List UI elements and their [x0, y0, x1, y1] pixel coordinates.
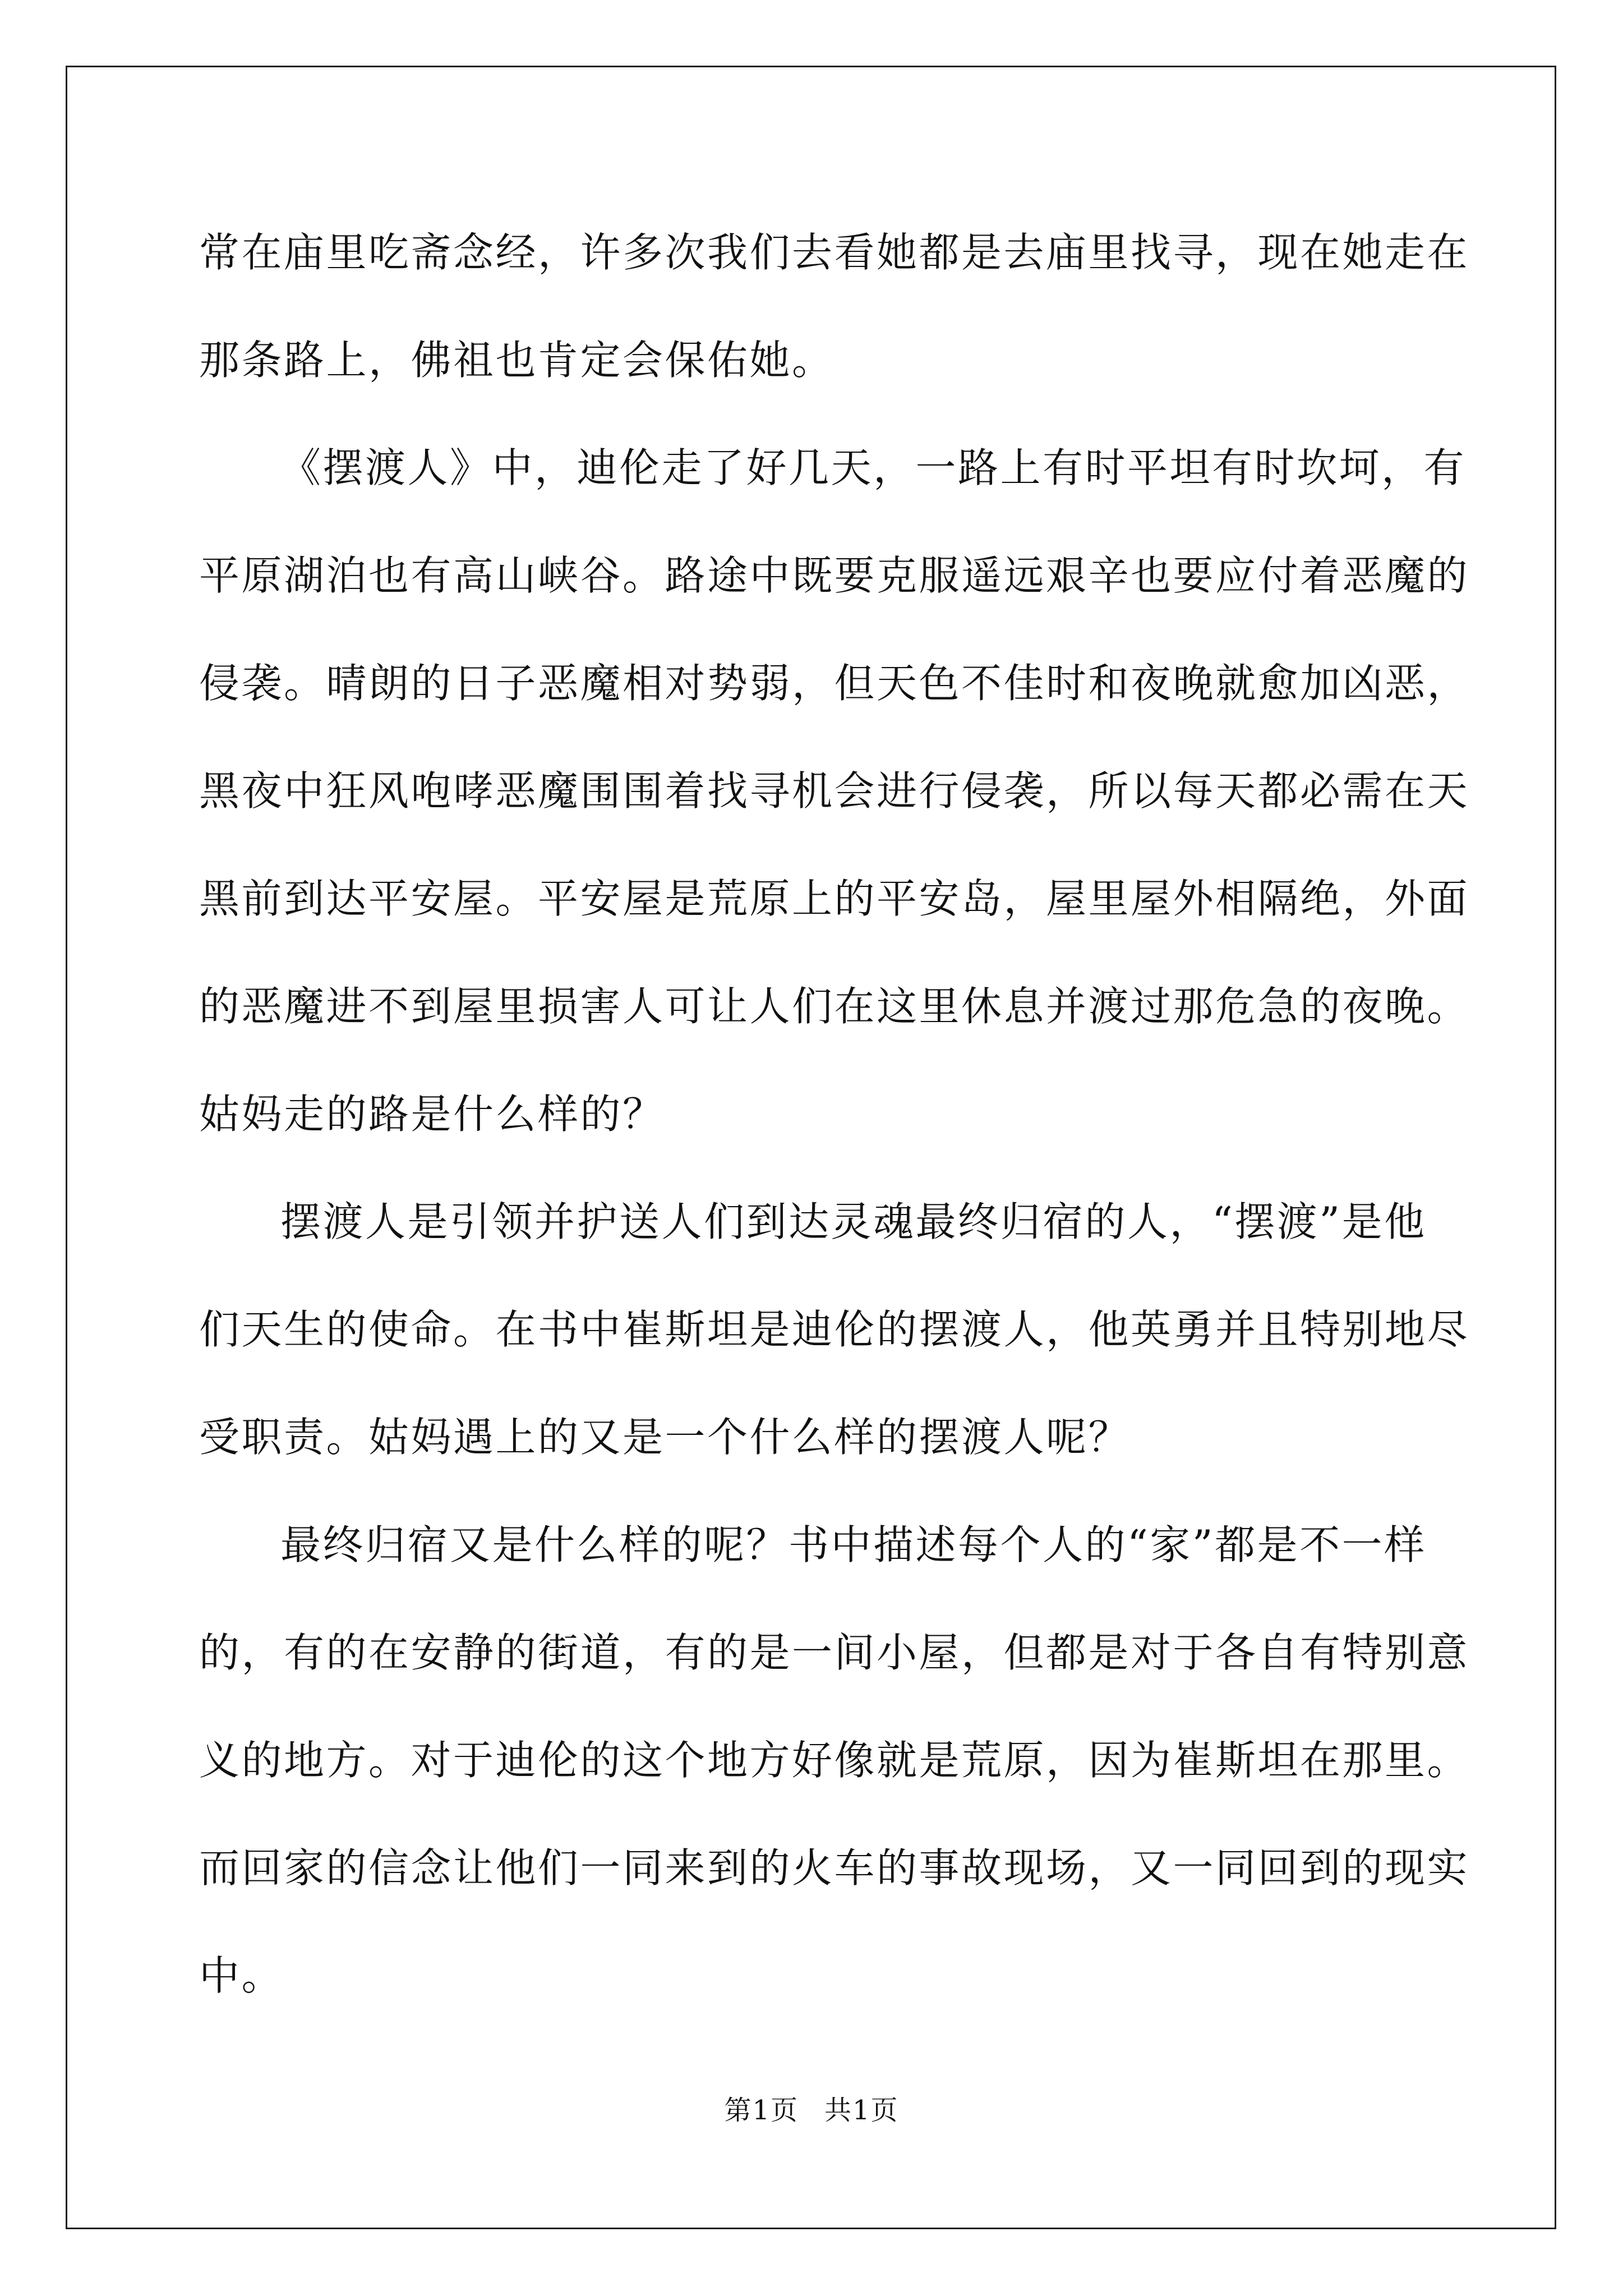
paragraph-first-line: 《摆渡人》中，迪伦走了好几天，一路上有时平坦有时坎坷，有: [280, 444, 1467, 491]
text-line: 受职责。姑妈遇上的又是一个什么样的摆渡人呢？: [199, 1414, 1131, 1461]
text-line: 而回家的信念让他们一同来到的火车的事故现场，又一同回到的现实: [199, 1844, 1470, 1892]
text-line: 常在庙里吃斋念经，许多次我们去看她都是去庙里找寻，现在她走在: [199, 229, 1470, 276]
text-line: 义的地方。对于迪伦的这个地方好像就是荒原，因为崔斯坦在那里。: [199, 1737, 1470, 1784]
text-line: 黑夜中狂风咆哮恶魔围围着找寻机会进行侵袭，所以每天都必需在天: [199, 767, 1470, 815]
text-line: 们天生的使命。在书中崔斯坦是迪伦的摆渡人，他英勇并且特别地尽: [199, 1306, 1470, 1353]
paragraph-first-line: 最终归宿又是什么样的呢？书中描述每个人的“家”都是不一样: [280, 1521, 1427, 1568]
page-number-current: 第1页: [724, 2095, 799, 2126]
text-line: 侵袭。晴朗的日子恶魔相对势弱，但天色不佳时和夜晚就愈加凶恶，: [199, 660, 1470, 707]
text-line: 的，有的在安静的街道，有的是一间小屋，但都是对于各自有特别意: [199, 1629, 1470, 1676]
text-line: 的恶魔进不到屋里损害人可让人们在这里休息并渡过那危急的夜晚。: [199, 983, 1470, 1030]
text-line: 平原湖泊也有高山峡谷。路途中既要克服遥远艰辛也要应付着恶魔的: [199, 552, 1470, 599]
paragraph-first-line: 摆渡人是引领并护送人们到达灵魂最终归宿的人，“摆渡”是他: [280, 1198, 1427, 1245]
page-border: [66, 66, 1556, 2229]
text-line: 姑妈走的路是什么样的？: [199, 1091, 665, 1138]
text-line: 那条路上，佛祖也肯定会保佑她。: [199, 337, 834, 384]
text-line: 黑前到达平安屋。平安屋是荒原上的平安岛，屋里屋外相隔绝，外面: [199, 875, 1470, 922]
page-footer: [0, 2093, 1623, 2127]
text-line: 中。: [199, 1952, 284, 1999]
page-number-total: 共1页: [824, 2095, 899, 2126]
